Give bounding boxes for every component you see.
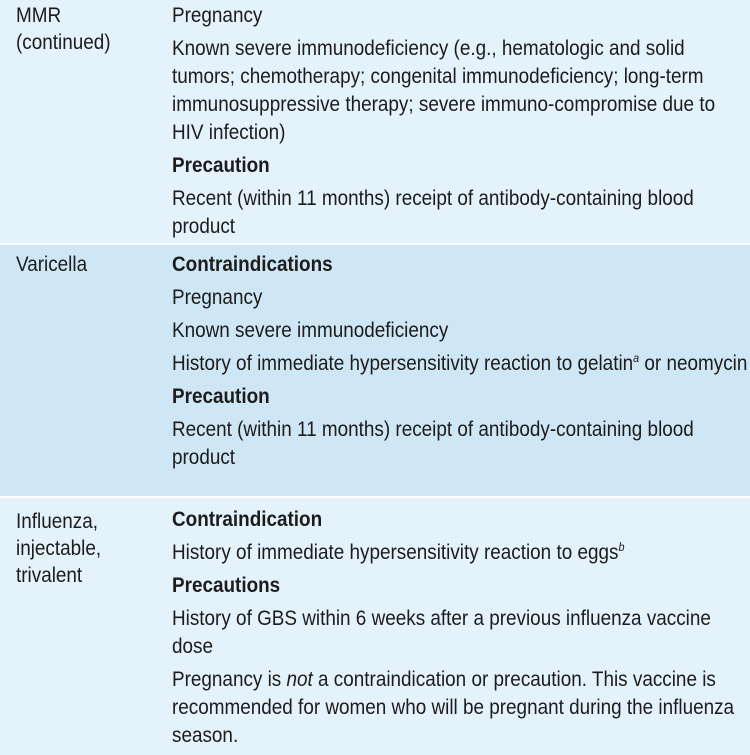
item-text: Pregnancy is	[172, 668, 287, 691]
section-heading: Precautions	[172, 574, 281, 597]
item-text: or neomycin	[639, 352, 748, 375]
list-item: History of GBS within 6 weeks after a previous influenza vaccine dose	[172, 607, 711, 658]
section-heading: Contraindication	[172, 508, 323, 531]
section-heading: Precaution	[172, 154, 270, 177]
item-text: History of immediate hypersensitivity reaction to eggs	[172, 541, 619, 564]
list-item: Known severe immunodeficiency	[172, 319, 449, 342]
item-text: a contraindication or precaution. This vaccine is recommended for women who will be pregnant during the influenza season.	[172, 668, 735, 747]
contraindication-list	[172, 2, 748, 246]
contraindication-list	[172, 251, 748, 477]
section-heading: Contraindications	[172, 253, 333, 276]
footnote-marker: a	[633, 351, 640, 365]
list-item: Recent (within 11 months) receipt of antibody-containing blood product	[172, 187, 694, 238]
contraindication-list	[172, 506, 748, 755]
list-item: Pregnancy	[172, 4, 263, 27]
table-row-influenza	[0, 498, 750, 749]
list-item: Recent (within 11 months) receipt of antibody-containing blood product	[172, 418, 694, 469]
item-text: History of immediate hypersensitivity reaction to gelatin	[172, 352, 634, 375]
vaccine-name: Varicella	[16, 253, 88, 276]
emphasis-text: not	[286, 668, 313, 691]
list-item	[172, 350, 748, 378]
vaccine-name: MMR (continued)	[16, 4, 111, 54]
list-item	[172, 666, 748, 750]
table-row-mmr	[0, 0, 750, 243]
list-item: Known severe immunodeficiency (e.g., hematologic and solid tumors; chemotherapy; congenital immunodeficiency; long-term immunosuppressive therapy; severe immuno-compromise due to HIV infection)	[172, 37, 716, 144]
list-item	[172, 539, 748, 567]
list-item: Pregnancy	[172, 286, 263, 309]
footnote-marker: b	[618, 540, 625, 554]
vaccine-name: Influenza, injectable, trivalent	[16, 510, 102, 587]
section-heading: Precaution	[172, 385, 270, 408]
table-row-varicella	[0, 243, 750, 498]
